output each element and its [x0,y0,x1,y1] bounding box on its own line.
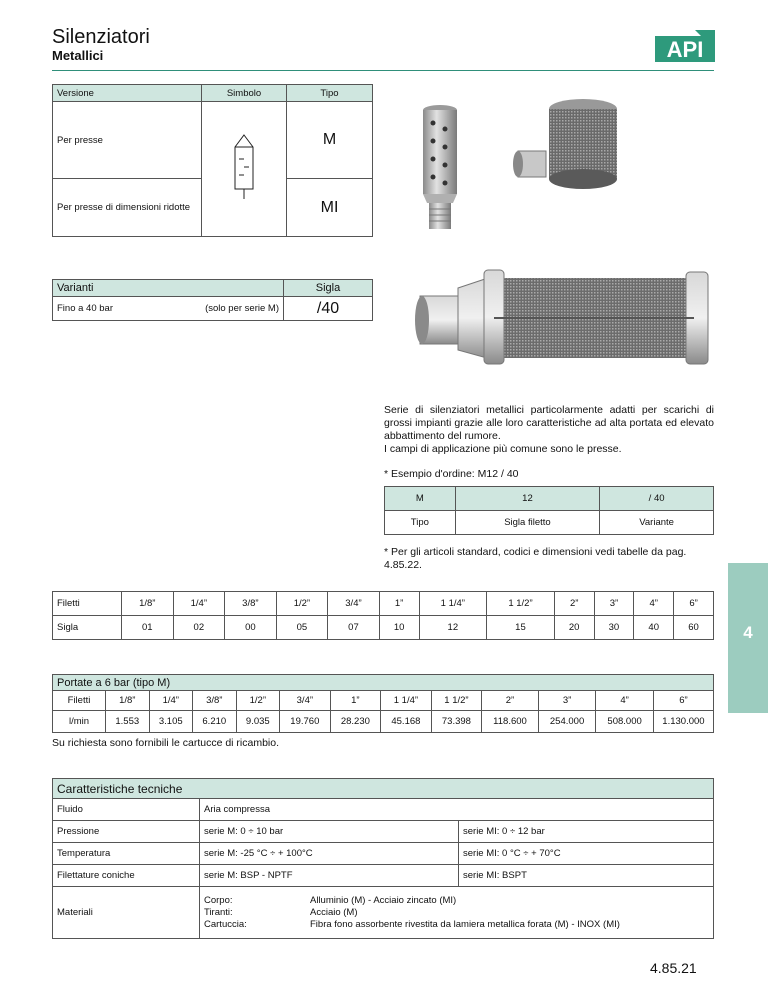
section-tab-label: 4 [743,623,753,642]
spec-label: Fluido [53,799,200,821]
flow-value: 19.760 [280,711,331,733]
flow-value: 28.230 [330,711,381,733]
order-example: * Esempio d'ordine: M12 / 40 [384,468,519,480]
spec-label: Filettature coniche [53,865,200,887]
mat-value: Alluminio (M) - Acciaio zincato (MI) [310,894,457,906]
silencer-symbol-icon [229,133,259,203]
thread-size: 6” [674,592,714,616]
spec-value: serie MI: 0 ÷ 12 bar [459,821,714,843]
thread-size: 1” [379,592,419,616]
flow-size: 1/4” [149,691,193,711]
thread-size: 3” [594,592,634,616]
thread-code: 15 [487,616,555,640]
thread-size: 3/8” [225,592,277,616]
flow-size: 1/2” [236,691,280,711]
thread-size: 4” [634,592,674,616]
flow-size: 1 1/2” [431,691,482,711]
thread-code: 12 [419,616,487,640]
flow-value: 254.000 [538,711,596,733]
flow-value: 73.398 [431,711,482,733]
thread-code: 30 [594,616,634,640]
spec-label: Temperatura [53,843,200,865]
thread-size: 1/2” [276,592,328,616]
spec-value: serie M: 0 ÷ 10 bar [200,821,459,843]
flow-value: 9.035 [236,711,280,733]
col-simbolo: Simbolo [202,85,287,102]
flow-size: 1” [330,691,381,711]
small-silencer-image [415,103,465,231]
materials-cell [200,887,714,939]
thread-size: 1 1/4” [419,592,487,616]
spec-label: Materiali [53,887,200,939]
mesh-silencer-image [508,93,623,198]
flow-value: 45.168 [381,711,432,733]
flow-value: 118.600 [482,711,539,733]
flow-unit-label: l/min [53,711,106,733]
tipo-m: M [287,102,373,179]
order-label: Tipo [385,511,456,535]
order-label: Variante [600,511,714,535]
api-logo [655,30,715,62]
description-paragraph [384,404,714,456]
description-text-2: I campi di applicazione più comune sono le presse. [384,443,622,455]
spec-value: serie MI: BSPT [459,865,714,887]
thread-size: 2” [554,592,594,616]
order-table [384,486,714,535]
mat-key: Corpo: [204,894,233,906]
col-versione: Versione [53,85,202,102]
description-text: Serie di silenziatori metallici particolarmente adatti per scarichi di grossi impianti grazie alle loro caratteristiche ad alta portata ed elevato abbattimento del rumore. [384,404,714,442]
flow-size: 3/8” [193,691,237,711]
mat-value: Fibra fono assorbente rivestita da lamiera metallica forata (M) - INOX (MI) [310,918,620,930]
variant-sigla: /40 [284,297,373,321]
thread-size: 1/8” [122,592,174,616]
mat-value: Acciaio (M) [310,906,358,918]
thread-code: 05 [276,616,328,640]
thread-code: 20 [554,616,594,640]
varianti-table [52,279,373,321]
flow-value: 508.000 [596,711,654,733]
flow-value: 6.210 [193,711,237,733]
large-silencer-image [414,262,716,374]
tipo-mi: MI [287,179,373,237]
threads-label: Filetti [53,592,122,616]
logo-text: API [666,37,704,62]
thread-code: 10 [379,616,419,640]
thread-code: 02 [173,616,225,640]
sigla-header: Sigla [284,280,373,297]
versions-table [52,84,373,237]
flow-size: 2” [482,691,539,711]
threads-table [52,591,714,640]
flow-value: 3.105 [149,711,193,733]
spec-value: serie M: BSP - NPTF [200,865,459,887]
specs-table [52,778,714,939]
mat-key: Cartuccia: [204,918,247,930]
thread-size: 3/4” [328,592,380,616]
flow-size: 3” [538,691,596,711]
variant-note: (solo per serie M) [154,297,284,321]
section-tab [728,563,768,713]
thread-size: 1/4” [173,592,225,616]
thread-code: 40 [634,616,674,640]
page-number: 4.85.21 [650,960,697,976]
flow-title: Portate a 6 bar (tipo M) [53,675,714,691]
order-code: M [385,487,456,511]
spare-parts-note: Su richiesta sono fornibili le cartucce di ricambio. [52,737,280,749]
thread-code: 60 [674,616,714,640]
flow-table [52,674,714,733]
sigla-label: Sigla [53,616,122,640]
order-label: Sigla filetto [455,511,600,535]
thread-code: 00 [225,616,277,640]
spec-value: serie MI: 0 °C ÷ + 70°C [459,843,714,865]
version-label: Per presse di dimensioni ridotte [53,179,202,237]
header-rule [52,70,714,71]
variant-label: Fino a 40 bar [53,297,154,321]
spec-value: serie M: -25 °C ÷ + 100°C [200,843,459,865]
specs-title: Caratteristiche tecniche [53,779,714,799]
flow-size: 1/8” [106,691,150,711]
symbol-cell [202,102,287,237]
page-subtitle: Metallici [52,48,104,63]
spec-label: Pressione [53,821,200,843]
flow-filetti-label: Filetti [53,691,106,711]
page-title: Silenziatori [52,26,150,48]
order-code: / 40 [600,487,714,511]
flow-size: 6” [653,691,713,711]
flow-value: 1.553 [106,711,150,733]
spec-value: Aria compressa [200,799,714,821]
col-tipo: Tipo [287,85,373,102]
flow-value: 1.130.000 [653,711,713,733]
order-code: 12 [455,487,600,511]
thread-code: 01 [122,616,174,640]
flow-size: 1 1/4” [381,691,432,711]
standard-note: * Per gli articoli standard, codici e dimensioni vedi tabelle da pag. 4.85.22. [384,546,687,571]
thread-size: 1 1/2” [487,592,555,616]
mat-key: Tiranti: [204,906,233,918]
version-label: Per presse [53,102,202,179]
flow-size: 3/4” [280,691,331,711]
thread-code: 07 [328,616,380,640]
varianti-title: Varianti [53,280,284,297]
flow-size: 4” [596,691,654,711]
